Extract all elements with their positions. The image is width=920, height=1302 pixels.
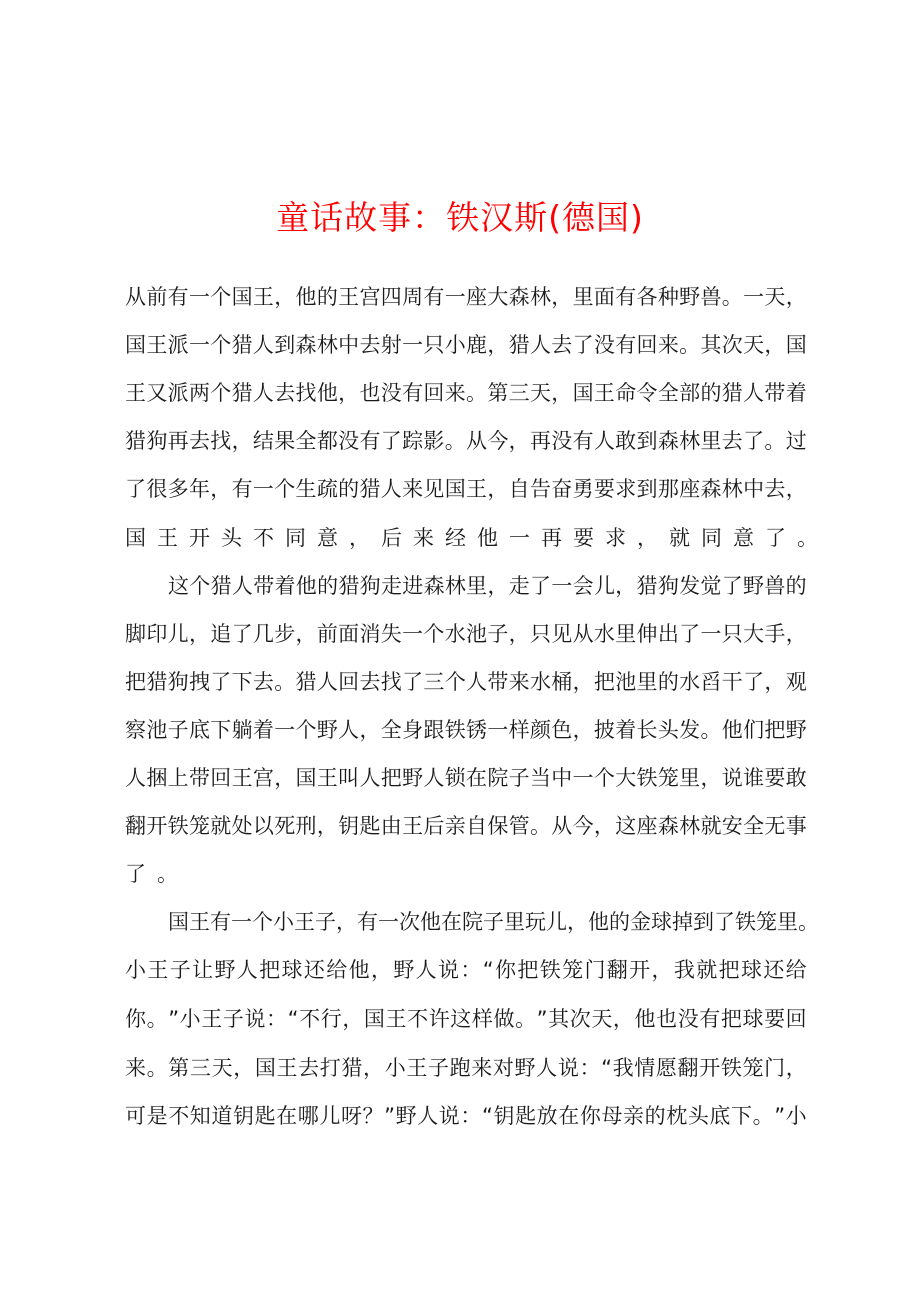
paragraph-2-line-4: 察 池 子 底 下 躺 着 一 个 野 人 ， 全 身 跟 铁 锈 一 样 颜 色 ， 披 着 长 头 发 。 他 们 把 野 — [125, 718, 807, 742]
paragraph-1-line-5: 了 很 多 年 ， 有 一 个 生 疏 的 猎 人 来 见 国 王 ， 自 告 奋 勇 要 求 到 那 座 森 林 中 去 ， — [125, 477, 807, 501]
paragraph-2-line-5: 人 捆 上 带 回 王 宫 ， 国 王 叫 人 把 野 人 锁 在 院 子 当 中 一 个 大 铁 笼 里 ， 说 谁 要 敢 — [125, 766, 807, 790]
paragraph-3-line-1: 国 王 有 一 个 小 王 子 ， 有 一 次 他 在 院 子 里 玩 儿 ， 他 的 金 球 掉 到 了 铁 笼 里 。 — [168, 910, 819, 934]
paragraph-2-line-1: 这 个 猎 人 带 着 他 的 猎 狗 走 进 森 林 里 ， 走 了 一 会 儿 ， 猎 狗 发 觉 了 野 兽 的 — [168, 574, 807, 598]
paragraph-1-line-3: 王 又 派 两 个 猎 人 去 找 他 ， 也 没 有 回 来 。 第 三 天 ， 国 王 命 令 全 部 的 猎 人 带 着 — [125, 381, 807, 405]
paragraph-2-line-7: 了。 — [125, 862, 189, 886]
paragraph-1-line-1: 从 前 有 一 个 国 王 ， 他 的 王 宫 四 周 有 一 座 大 森 林 ， 里 面 有 各 种 野 兽 。 一 天 ， — [125, 285, 807, 309]
document-title: 童话故事：铁汉斯(德国) — [276, 198, 644, 237]
paragraph-2-line-6: 翻 开 铁 笼 就 处 以 死 刑 ， 钥 匙 由 王 后 亲 自 保 管 。 从 今 ， 这 座 森 林 就 安 全 无 事 — [125, 814, 807, 838]
paragraph-3-line-3: 你 。 ” 小 王 子 说 ： “ 不 行 ， 国 王 不 许 这 样 做 。 ” 其 次 天 ， 他 也 没 有 把 球 要 回 — [125, 1007, 807, 1031]
paragraph-3-line-4: 来 。 第 三 天 ， 国 王 去 打 猎 ， 小 王 子 跑 来 对 野 人 说 ： “ 我 情 愿 翻 开 铁 笼 门 ， — [125, 1056, 807, 1080]
paragraph-3-line-5: 可 是 不 知 道 钥 匙 在 哪 儿 呀 ？ ” 野 人 说 ： “ 钥 匙 放 在 你 母 亲 的 枕 头 底 下 。 ” 小 — [125, 1104, 807, 1128]
paragraph-1-line-2: 国 王 派 一 个 猎 人 到 森 林 中 去 射 一 只 小 鹿 ， 猎 人 去 了 没 有 回 来 。 其 次 天 ， 国 — [125, 333, 807, 357]
paragraph-1-line-6: 国王开头不同意，后来经他一再要求，就同意了。 — [125, 526, 829, 550]
paragraph-2-line-3: 把 猎 狗 拽 了 下 去 。 猎 人 回 去 找 了 三 个 人 带 来 水 桶 ， 把 池 里 的 水 舀 干 了 ， 观 — [125, 670, 807, 694]
paragraph-2-line-2: 脚 印 儿 ， 追 了 几 步 ， 前 面 消 失 一 个 水 池 子 ， 只 见 从 水 里 伸 出 了 一 只 大 手 ， — [125, 622, 807, 646]
paragraph-3-line-2: 小 王 子 让 野 人 把 球 还 给 他 ， 野 人 说 ： “ 你 把 铁 笼 门 翻 开 ， 我 就 把 球 还 给 — [125, 958, 807, 982]
paragraph-1-line-4: 猎 狗 再 去 找 ， 结 果 全 都 没 有 了 踪 影 。 从 今 ， 再 没 有 人 敢 到 森 林 里 去 了 。 过 — [125, 429, 807, 453]
